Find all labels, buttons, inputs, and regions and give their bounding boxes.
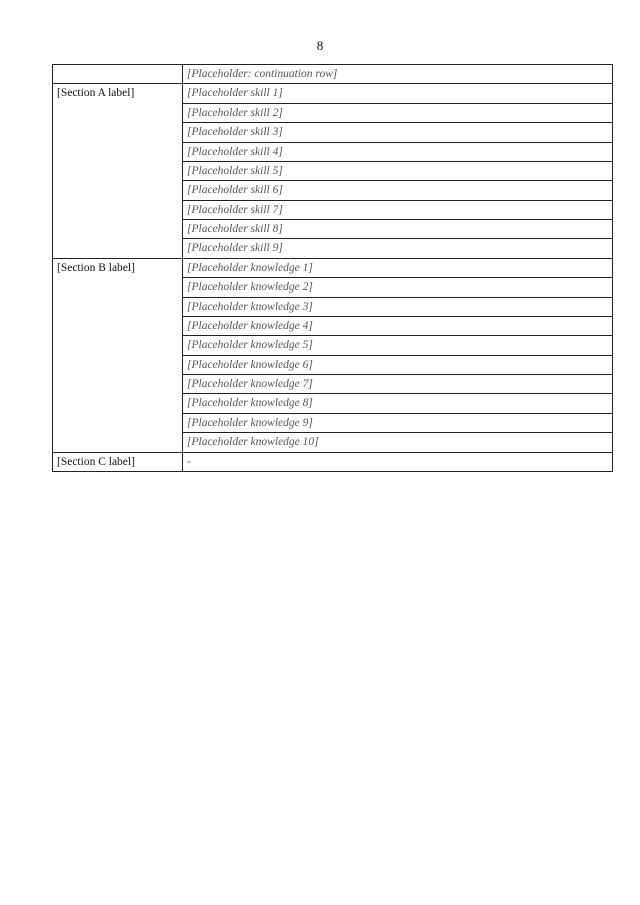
table-cell: [Placeholder skill 5] bbox=[183, 161, 613, 180]
table-cell: - bbox=[183, 452, 613, 471]
table-cell: [Placeholder skill 8] bbox=[183, 220, 613, 239]
table-cell: [Placeholder skill 2] bbox=[183, 103, 613, 122]
table-cell: [Placeholder: continuation row] bbox=[183, 65, 613, 84]
table-row bbox=[53, 258, 613, 277]
table-cell: [Placeholder knowledge 6] bbox=[183, 355, 613, 374]
table-cell: [Placeholder skill 7] bbox=[183, 200, 613, 219]
table-cell: [Placeholder skill 1] bbox=[183, 84, 613, 103]
table-cell: [Placeholder skill 9] bbox=[183, 239, 613, 258]
table-cell: [Placeholder knowledge 10] bbox=[183, 433, 613, 452]
table-row bbox=[53, 84, 613, 103]
section-label: [Section B label] bbox=[53, 258, 183, 452]
table-cell: [Placeholder knowledge 1] bbox=[183, 258, 613, 277]
section-label: [Section A label] bbox=[53, 84, 183, 258]
table-cell: [Placeholder skill 4] bbox=[183, 142, 613, 161]
table-cell: [Placeholder knowledge 9] bbox=[183, 413, 613, 432]
table-cell: [Placeholder skill 6] bbox=[183, 181, 613, 200]
table-cell: [Placeholder skill 3] bbox=[183, 123, 613, 142]
table-cell: [Placeholder knowledge 8] bbox=[183, 394, 613, 413]
table-cell: [Placeholder knowledge 2] bbox=[183, 278, 613, 297]
spec-table bbox=[52, 64, 613, 472]
table-cell: [Placeholder knowledge 4] bbox=[183, 316, 613, 335]
table-cell: [Placeholder knowledge 5] bbox=[183, 336, 613, 355]
section-label bbox=[53, 65, 183, 84]
table-cell: [Placeholder knowledge 3] bbox=[183, 297, 613, 316]
table-row bbox=[53, 65, 613, 84]
section-label: [Section C label] bbox=[53, 452, 183, 471]
table-cell: [Placeholder knowledge 7] bbox=[183, 375, 613, 394]
table-row bbox=[53, 452, 613, 471]
page-number: 8 bbox=[316, 38, 324, 53]
